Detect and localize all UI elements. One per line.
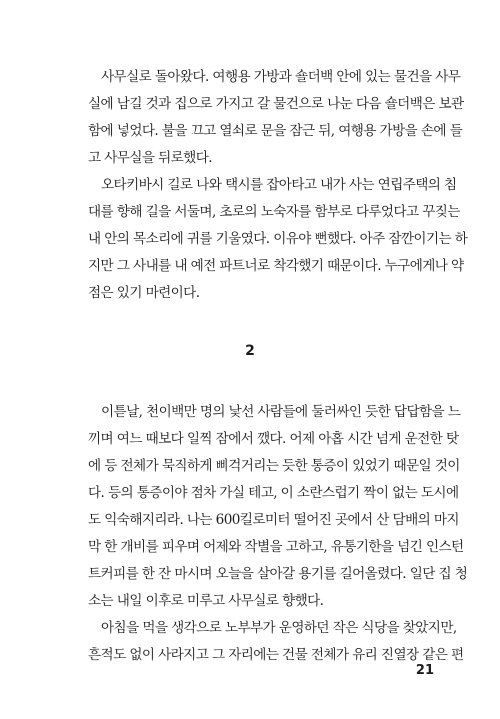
text-line: 오타키바시 길로 나와 택시를 잡아타고 내가 사는 연립주택의 침 xyxy=(101,177,457,193)
section-number: 2 xyxy=(245,343,255,359)
text-line: 사무실로 돌아왔다. 여행용 가방과 숄더백 안에 있는 물건을 사무 xyxy=(101,69,461,85)
text-line: 고 사무실을 뒤로했다. xyxy=(88,150,212,166)
text-line: 도 익숙해지리라. 나는 600킬로미터 떨어진 곳에서 산 담배의 마지 xyxy=(88,512,459,528)
text-line: 에 등 전체가 묵직하게 삐걱거리는 듯한 통증이 있었기 때문일 것이 xyxy=(88,458,460,474)
text-line: 함에 넣었다. 불을 끄고 열쇠로 문을 잠근 뒤, 여행용 가방을 손에 들 xyxy=(88,123,463,139)
page-number: 21 xyxy=(415,663,434,678)
text-line: 지만 그 사내를 내 예전 파트너로 착각했기 때문이다. 누구에게나 약 xyxy=(88,258,464,274)
text-line: 실에 남길 것과 집으로 가지고 갈 물건으로 나눈 다음 숄더백은 보관 xyxy=(88,96,464,112)
text-line: 흔적도 없이 사라지고 그 자리에는 건물 전체가 유리 진열장 같은 편 xyxy=(88,647,464,663)
text-line: 내 안의 목소리에 귀를 기울였다. 이유야 뻔했다. 아주 잠깐이기는 하 xyxy=(88,231,468,247)
text-line: 끼며 여느 때보다 일찍 잠에서 깼다. 어제 아홉 시간 넘게 운전한 탓 xyxy=(88,431,459,447)
text-line: 이튿날, 천이백만 명의 낯선 사람들에 둘러싸인 듯한 답답함을 느 xyxy=(101,404,461,420)
text-line: 막 한 개비를 피우며 어제와 작별을 고하고, 유통기한을 넘긴 인스턴 xyxy=(88,539,464,555)
text-line: 트커피를 한 잔 마시며 오늘을 살아갈 용기를 길어올렸다. 일단 집 청 xyxy=(88,566,468,582)
text-line: 다. 등의 통증이야 점차 가실 테고, 이 소란스럽기 짝이 없는 도시에 xyxy=(88,485,459,501)
text-line: 아침을 먹을 생각으로 노부부가 운영하던 작은 식당을 찾았지만, xyxy=(101,620,457,636)
text-line: 소는 내일 이후로 미루고 사무실로 향했다. xyxy=(88,593,324,609)
text-line: 점은 있기 마련이다. xyxy=(88,285,200,301)
text-line: 대를 향해 길을 서둘며, 초로의 노숙자를 함부로 다루었다고 꾸짖는 xyxy=(88,204,460,220)
